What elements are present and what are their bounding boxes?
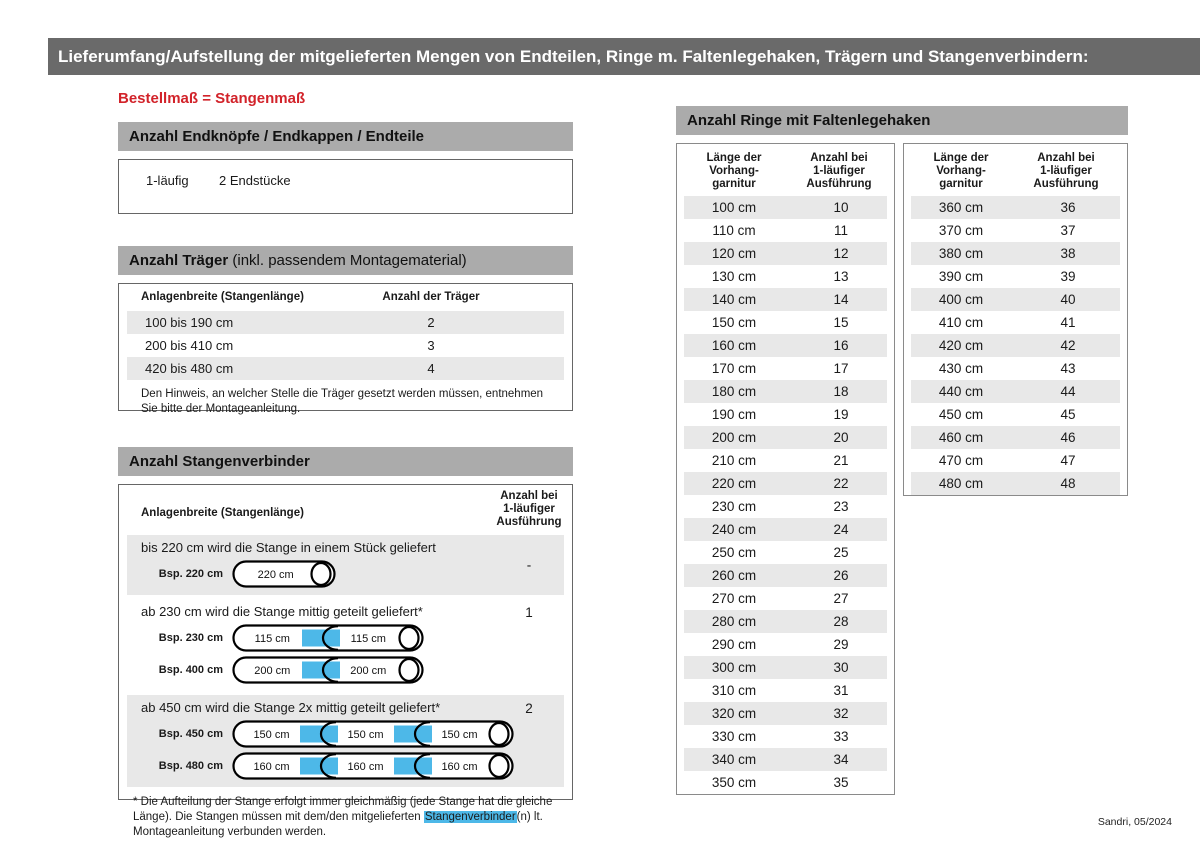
- rod-connector: [394, 726, 432, 743]
- ringe-right-header: [904, 144, 1127, 196]
- ringe-length: 400 cm: [938, 292, 984, 307]
- rod-end-knob: [400, 627, 419, 649]
- ringe-length: 380 cm: [938, 246, 984, 261]
- ringe-row: [684, 633, 887, 656]
- ringe-length: 260 cm: [711, 568, 757, 583]
- ringe-count: 48: [1060, 476, 1076, 491]
- ringe-length: 120 cm: [711, 246, 757, 261]
- ringe-left-col1-header: Länge der Vorhang- garnitur: [706, 152, 762, 190]
- ringe-length: 350 cm: [711, 775, 757, 790]
- ringe-row: [684, 495, 887, 518]
- ringe-row: [684, 564, 887, 587]
- ringe-count: 46: [1060, 430, 1076, 445]
- traeger-table: [118, 283, 573, 415]
- ringe-count: 20: [833, 430, 849, 445]
- ringe-length: 230 cm: [711, 499, 757, 514]
- ringe-length: 270 cm: [711, 591, 757, 606]
- rod-example-label: Bsp. 230 cm: [158, 632, 223, 644]
- ringe-row: [911, 472, 1120, 495]
- ringe-row: [684, 357, 887, 380]
- verbinder-rule-text: ab 450 cm wird die Stange 2x mittig geteilt geliefert*: [141, 700, 441, 715]
- rod-connector: [302, 662, 340, 679]
- ringe-row: [684, 587, 887, 610]
- ringe-left-header: [677, 144, 894, 196]
- ringe-length: 280 cm: [711, 614, 757, 629]
- ringe-length: 430 cm: [938, 361, 984, 376]
- ringe-row: [684, 242, 887, 265]
- ringe-length: 140 cm: [711, 292, 757, 307]
- ringe-count: 33: [833, 729, 849, 744]
- rod-connector: [302, 630, 340, 647]
- traeger-col2-header: Anzahl der Träger: [382, 291, 480, 303]
- section-header-ringe: Anzahl Ringe mit Faltenlegehaken: [676, 106, 1128, 135]
- traeger-range: 200 bis 410 cm: [145, 338, 234, 353]
- traeger-header-bold: Anzahl Träger: [129, 252, 229, 269]
- ringe-count: 45: [1060, 407, 1076, 422]
- ringe-count: 30: [833, 660, 849, 675]
- ringe-length: 180 cm: [711, 384, 757, 399]
- ringe-count: 39: [1060, 269, 1076, 284]
- ringe-row: [684, 518, 887, 541]
- traeger-note: Den Hinweis, an welcher Stelle die Träger gesetzt werden müssen, entnehmen Sie bitte der Montageanleitung.: [141, 388, 544, 415]
- traeger-header-rest: (inkl. passendem Montagematerial): [228, 252, 467, 269]
- ringe-count: 36: [1060, 200, 1076, 215]
- ringe-row: [911, 449, 1120, 472]
- ringe-row: [684, 288, 887, 311]
- rod-diagram: [232, 656, 424, 684]
- ringe-length: 110 cm: [712, 223, 756, 238]
- rod-example-label: Bsp. 220 cm: [158, 568, 223, 580]
- ringe-length: 440 cm: [938, 384, 984, 399]
- document-footer: Sandri, 05/2024: [1097, 816, 1172, 828]
- ringe-count: 15: [833, 315, 849, 330]
- ringe-count: 26: [833, 568, 849, 583]
- footnote-highlight: Stangenverbinder: [424, 811, 516, 823]
- verbinder-block: [127, 599, 564, 691]
- ringe-count: 41: [1060, 315, 1076, 330]
- rod-diagram: [232, 624, 424, 652]
- ringe-right-body: [904, 196, 1127, 495]
- ringe-row: [684, 679, 887, 702]
- endteile-value: 2 Endstücke: [219, 173, 291, 188]
- ringe-length: 250 cm: [711, 545, 757, 560]
- rod-example-row: [127, 623, 564, 653]
- ringe-count: 23: [833, 499, 849, 514]
- ringe-length: 410 cm: [938, 315, 984, 330]
- rod-example-row: [127, 719, 564, 749]
- ringe-count: 21: [833, 453, 849, 468]
- verbinder-footnote: [133, 795, 558, 840]
- traeger-range: 420 bis 480 cm: [145, 361, 234, 376]
- endteile-type: 1-läufig: [146, 173, 189, 188]
- rod-example-row: [127, 751, 564, 781]
- rod-segment-length: 200 cm: [254, 665, 291, 677]
- ringe-length: 240 cm: [711, 522, 757, 537]
- ringe-length: 100 cm: [711, 200, 757, 215]
- ringe-left-body: [677, 196, 894, 794]
- rod-diagram: [232, 720, 514, 748]
- section-header-verbinder: Anzahl Stangenverbinder: [118, 447, 573, 476]
- endteile-table: [118, 159, 573, 214]
- rod-end-knob: [490, 755, 509, 777]
- ringe-count: 11: [833, 223, 848, 238]
- ringe-row: [684, 725, 887, 748]
- rod-segment-length: 115 cm: [254, 633, 290, 645]
- rod-connector: [394, 758, 432, 775]
- rod-segment-length: 150 cm: [441, 729, 478, 741]
- rod-end-knob: [400, 659, 419, 681]
- ringe-count: 22: [833, 476, 849, 491]
- footnote-part-2: (n) lt. Montageanleitung verbunden werden.: [133, 811, 543, 838]
- traeger-row: [127, 334, 564, 357]
- ringe-row: [684, 196, 887, 219]
- traeger-col1-header: Anlagenbreite (Stangenlänge): [141, 291, 304, 303]
- ringe-count: 43: [1060, 361, 1076, 376]
- rod-connector: [300, 726, 338, 743]
- ringe-count: 47: [1060, 453, 1076, 468]
- ringe-length: 170 cm: [711, 361, 757, 376]
- ringe-count: 16: [833, 338, 849, 353]
- rod-segment-length: 160 cm: [253, 761, 290, 773]
- ringe-row: [911, 426, 1120, 449]
- ringe-length: 340 cm: [711, 752, 757, 767]
- ringe-count: 31: [833, 683, 849, 698]
- rod-segment-length: 115 cm: [350, 633, 386, 645]
- verbinder-table-header: [119, 485, 572, 535]
- traeger-count: 3: [427, 338, 435, 353]
- verbinder-table-body: [119, 535, 572, 787]
- ringe-length: 150 cm: [711, 315, 757, 330]
- verbinder-block: [127, 535, 564, 595]
- footnote-part-1: * Die Aufteilung der Stange erfolgt immer gleichmäßig (jede Stange hat die gleiche Länge). Die Stangen müssen mit dem/den mitgelieferten: [133, 796, 553, 823]
- ringe-row: [684, 219, 887, 242]
- ringe-length: 190 cm: [711, 407, 757, 422]
- ringe-length: 210 cm: [711, 453, 757, 468]
- page-title-bar: Lieferumfang/Aufstellung der mitgelieferten Mengen von Endteilen, Ringe m. Faltenlegehaken, Trägern und Stangenverbindern:: [48, 38, 1200, 75]
- verbinder-rule-text: bis 220 cm wird die Stange in einem Stück geliefert: [141, 540, 436, 555]
- ringe-row: [684, 748, 887, 771]
- ringe-length: 160 cm: [711, 338, 757, 353]
- ringe-length: 320 cm: [711, 706, 757, 721]
- rod-segment-length: 150 cm: [253, 729, 290, 741]
- rod-segment-length: 160 cm: [441, 761, 478, 773]
- rod-diagram: [232, 752, 514, 780]
- ringe-length: 310 cm: [711, 683, 757, 698]
- verbinder-rule-text: ab 230 cm wird die Stange mittig geteilt geliefert*: [141, 604, 423, 619]
- ringe-row: [911, 311, 1120, 334]
- ringe-count: 13: [833, 269, 849, 284]
- rod-end-knob: [490, 723, 509, 745]
- rod-segment-length: 200 cm: [350, 665, 387, 677]
- verbinder-count: 1: [525, 605, 533, 620]
- ringe-count: 27: [833, 591, 849, 606]
- section-header-traeger: [118, 246, 573, 275]
- rod-connector: [300, 758, 338, 775]
- ringe-row: [684, 426, 887, 449]
- rod-end-knob: [312, 563, 331, 585]
- ringe-row: [684, 541, 887, 564]
- ringe-length: 470 cm: [938, 453, 984, 468]
- verbinder-table: [118, 484, 573, 838]
- rod-example-label: Bsp. 450 cm: [158, 728, 223, 740]
- ringe-row: [684, 265, 887, 288]
- traeger-table-header: [119, 284, 572, 311]
- ringe-right-col2-header: Anzahl bei 1-läufiger Ausführung: [1033, 152, 1099, 190]
- verbinder-block: [127, 695, 564, 787]
- ringe-row: [684, 403, 887, 426]
- ringe-left-col2-header: Anzahl bei 1-läufiger Ausführung: [806, 152, 872, 190]
- ringe-count: 35: [833, 775, 849, 790]
- ringe-row: [911, 380, 1120, 403]
- ringe-count: 14: [833, 292, 849, 307]
- ringe-count: 24: [833, 522, 849, 537]
- ringe-table-right: [903, 143, 1128, 496]
- ringe-row: [684, 771, 887, 794]
- ringe-count: 44: [1060, 384, 1076, 399]
- ringe-length: 450 cm: [938, 407, 984, 422]
- ringe-right-col1-header: Länge der Vorhang- garnitur: [933, 152, 989, 190]
- ringe-row: [911, 334, 1120, 357]
- ringe-length: 290 cm: [711, 637, 757, 652]
- ringe-length: 360 cm: [938, 200, 984, 215]
- rod-segment-length: 220 cm: [257, 569, 294, 581]
- ringe-count: 17: [833, 361, 849, 376]
- ringe-count: 32: [833, 706, 849, 721]
- traeger-row: [127, 357, 564, 380]
- ringe-row: [911, 288, 1120, 311]
- rod-example-label: Bsp. 400 cm: [158, 664, 223, 676]
- ringe-length: 330 cm: [711, 729, 757, 744]
- ringe-row: [684, 311, 887, 334]
- ringe-row: [684, 656, 887, 679]
- rod-segment-length: 160 cm: [347, 761, 384, 773]
- ringe-length: 370 cm: [938, 223, 984, 238]
- ringe-length: 420 cm: [938, 338, 984, 353]
- ringe-length: 200 cm: [711, 430, 757, 445]
- ringe-count: 29: [833, 637, 849, 652]
- rod-example-row: [127, 655, 564, 685]
- ringe-row: [911, 403, 1120, 426]
- ringe-count: 37: [1060, 223, 1076, 238]
- ringe-row: [911, 357, 1120, 380]
- ringe-row: [911, 265, 1120, 288]
- ringe-count: 19: [833, 407, 849, 422]
- ringe-row: [911, 196, 1120, 219]
- ringe-row: [684, 380, 887, 403]
- order-size-note: Bestellmaß = Stangenmaß: [118, 90, 306, 107]
- traeger-range: 100 bis 190 cm: [145, 315, 234, 330]
- ringe-table-left: [676, 143, 895, 795]
- ringe-row: [911, 242, 1120, 265]
- ringe-count: 12: [833, 246, 849, 261]
- rod-example-label: Bsp. 480 cm: [158, 760, 223, 772]
- ringe-count: 28: [833, 614, 849, 629]
- verbinder-count: -: [526, 557, 532, 573]
- ringe-row: [684, 472, 887, 495]
- ringe-length: 220 cm: [711, 476, 757, 491]
- ringe-length: 460 cm: [938, 430, 984, 445]
- ringe-length: 130 cm: [711, 269, 757, 284]
- ringe-count: 10: [833, 200, 849, 215]
- ringe-count: 42: [1060, 338, 1076, 353]
- traeger-count: 4: [427, 361, 435, 376]
- ringe-count: 25: [833, 545, 849, 560]
- ringe-count: 40: [1060, 292, 1076, 307]
- ringe-row: [684, 334, 887, 357]
- ringe-row: [684, 702, 887, 725]
- ringe-row: [684, 610, 887, 633]
- ringe-count: 18: [833, 384, 849, 399]
- ringe-length: 390 cm: [938, 269, 984, 284]
- ringe-row: [684, 449, 887, 472]
- traeger-table-body: [119, 311, 572, 380]
- rod-example-row: [127, 559, 564, 589]
- ringe-length: 300 cm: [711, 660, 757, 675]
- ringe-row: [911, 219, 1120, 242]
- verbinder-count: 2: [525, 701, 533, 716]
- ringe-length: 480 cm: [938, 476, 984, 491]
- ringe-count: 38: [1060, 246, 1076, 261]
- verbinder-col1-header: Anlagenbreite (Stangenlänge): [141, 507, 304, 519]
- verbinder-col2-header: Anzahl bei 1-läufiger Ausführung: [496, 490, 562, 528]
- section-header-endteile: Anzahl Endknöpfe / Endkappen / Endteile: [118, 122, 573, 151]
- traeger-count: 2: [427, 315, 435, 330]
- rod-segment-length: 150 cm: [347, 729, 384, 741]
- traeger-row: [127, 311, 564, 334]
- ringe-count: 34: [833, 752, 849, 767]
- rod-diagram: [232, 560, 336, 588]
